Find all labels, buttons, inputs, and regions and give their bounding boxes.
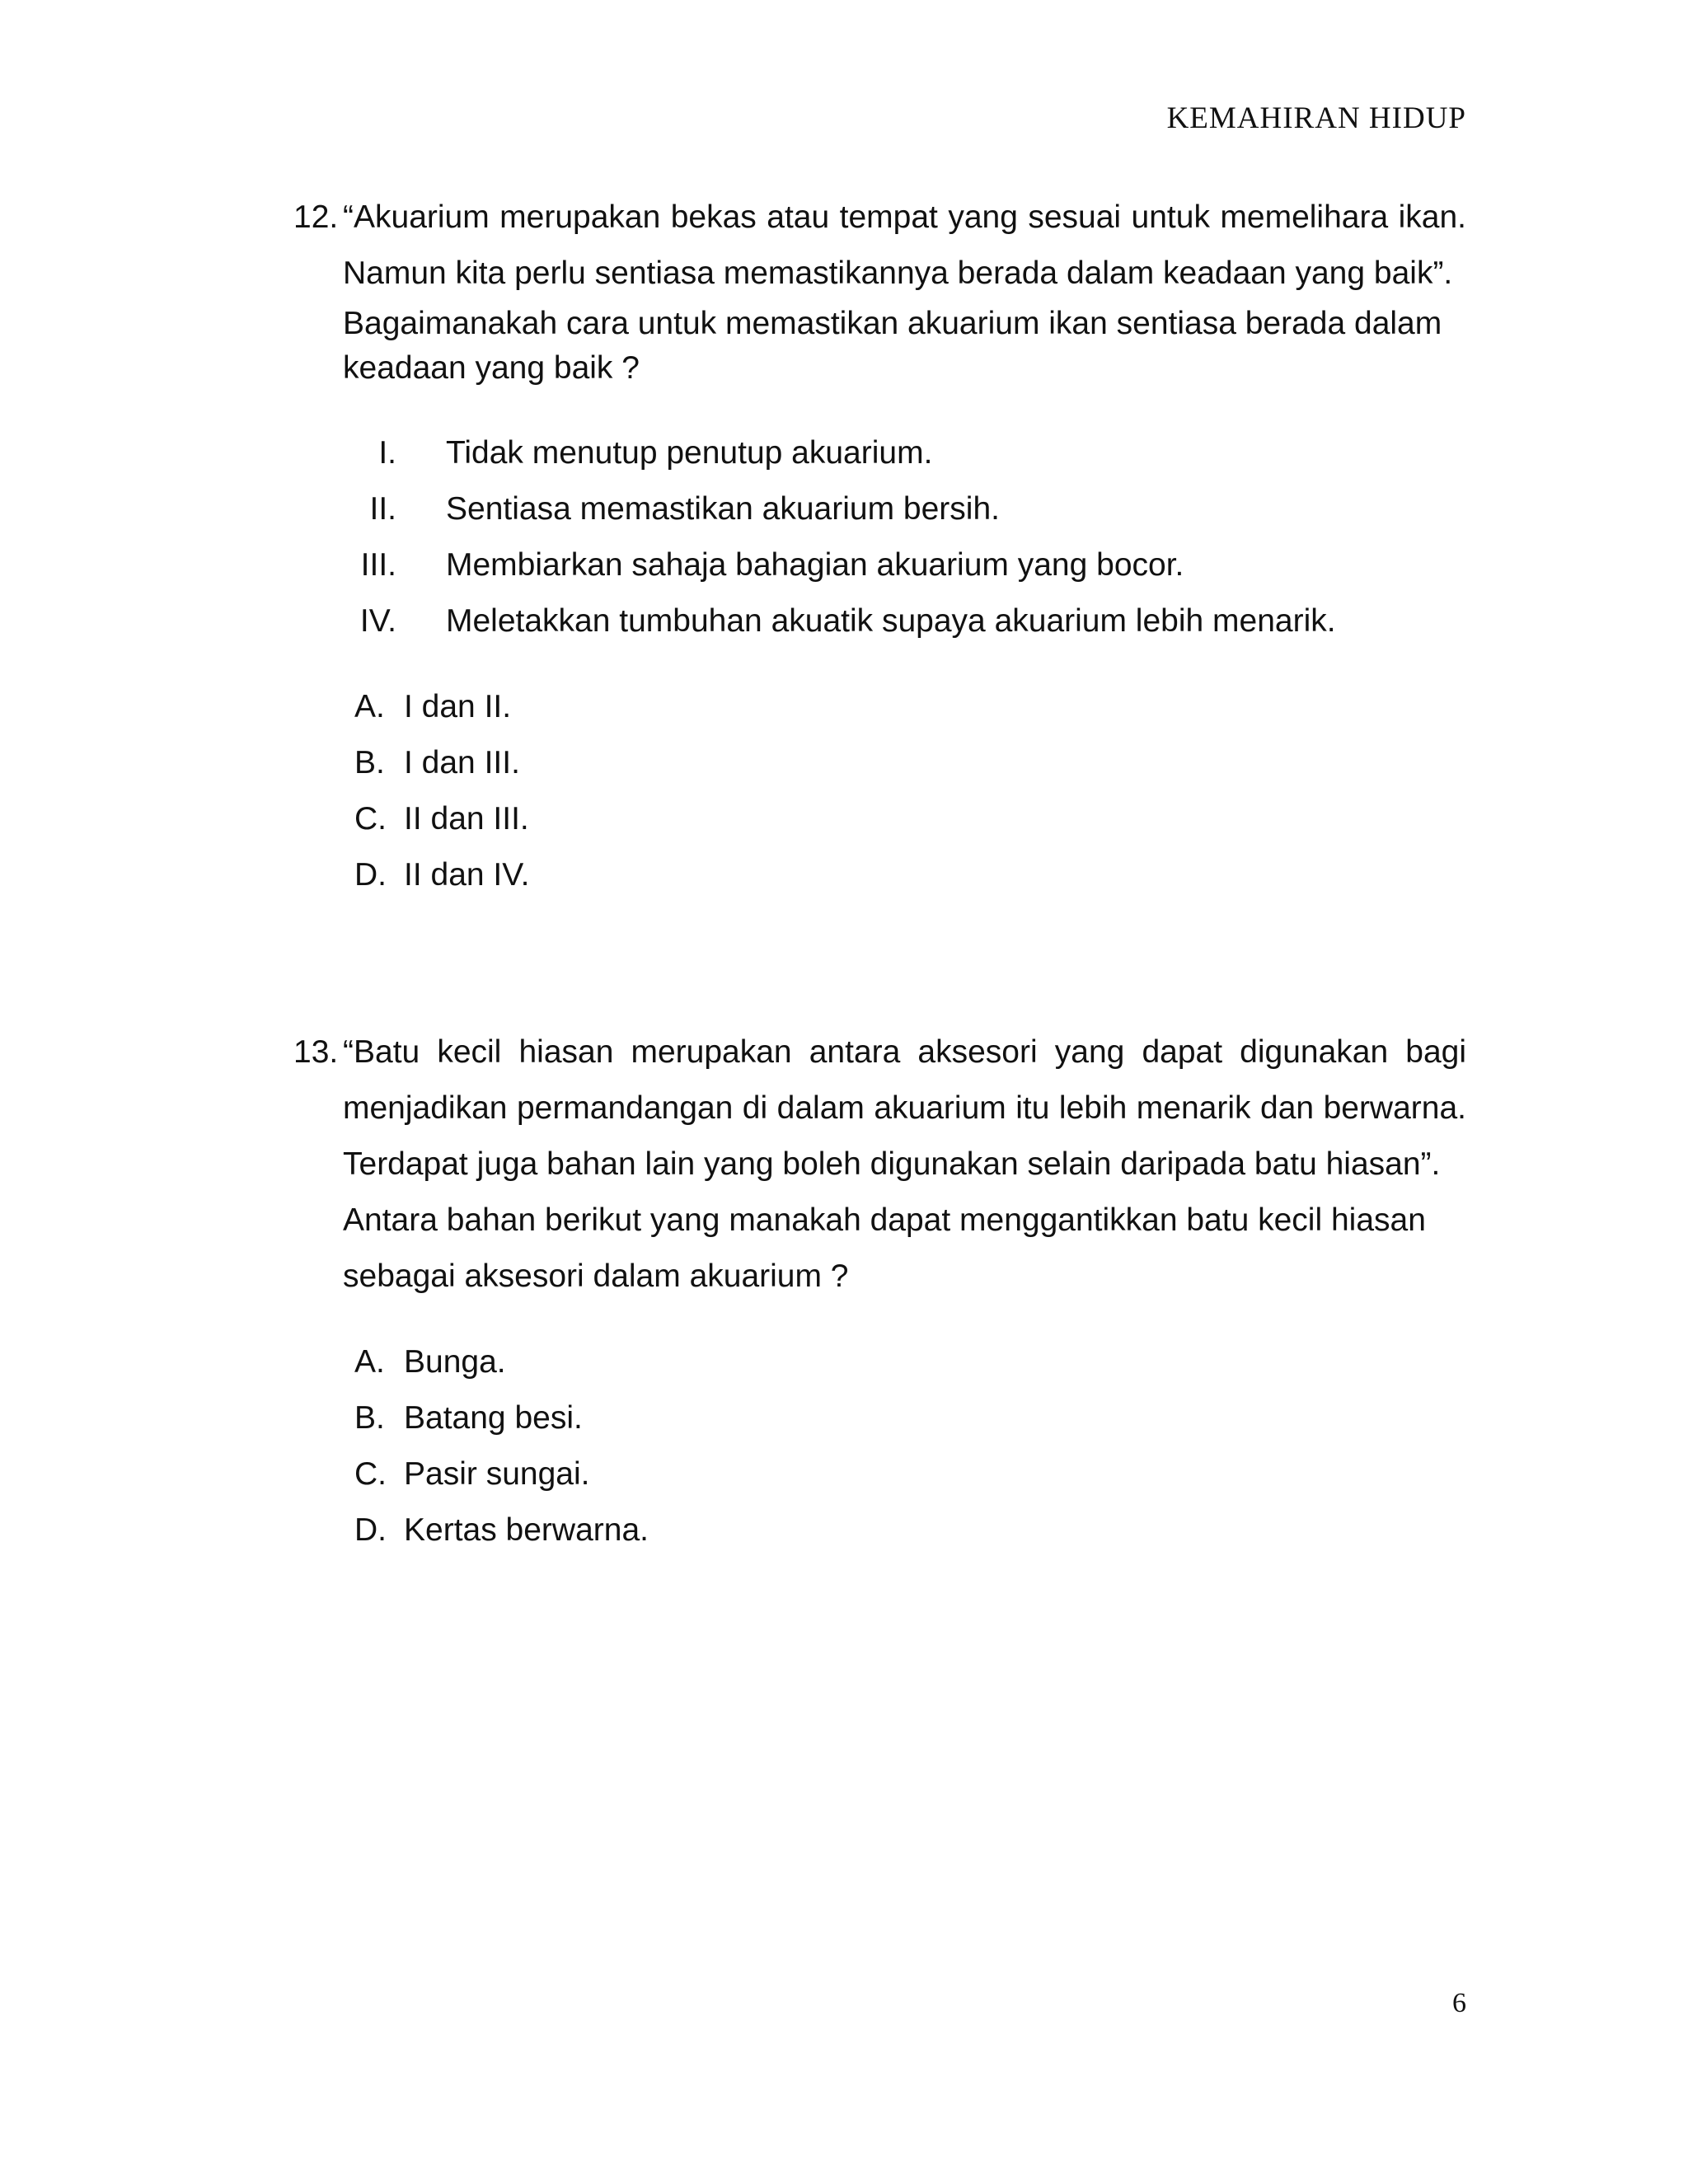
option-text: I dan III. xyxy=(404,745,520,780)
option-text: Kertas berwarna. xyxy=(404,1512,649,1548)
answer-options xyxy=(343,679,1466,903)
option-letter: B. xyxy=(354,745,385,780)
page-number: 6 xyxy=(1452,1988,1466,2018)
statement-item xyxy=(343,537,1466,593)
question-stem: “Akuarium merupakan bekas atau tempat yang sesuai untuk memelihara ikan. Namun kita perlu sentiasa memastikannya berada dalam keadaan yang baik”. xyxy=(343,199,1466,291)
answer-option-d xyxy=(343,1502,1466,1558)
answer-option-b xyxy=(343,735,1466,791)
question-stem: “Batu kecil hiasan merupakan antara aksesori yang dapat digunakan bagi menjadikan permandangan di dalam akuarium itu lebih menarik dan berwarna. Terdapat juga bahan lain yang boleh digunakan selain daripada batu hiasan”. xyxy=(343,1034,1466,1182)
statement-numeral: III. xyxy=(360,547,396,583)
option-letter: A. xyxy=(354,689,385,724)
statement-numeral: II. xyxy=(369,491,396,527)
statement-list xyxy=(343,425,1466,649)
question-number: 13. xyxy=(293,1034,339,1070)
question-12 xyxy=(293,190,1466,903)
answer-option-d xyxy=(343,847,1466,903)
statement-item xyxy=(343,593,1466,649)
option-text: II dan IV. xyxy=(404,857,530,893)
statement-item xyxy=(343,425,1466,481)
statement-text: Membiarkan sahaja bahagian akuarium yang bocor. xyxy=(446,547,1184,583)
option-letter: D. xyxy=(354,1512,387,1548)
question-13 xyxy=(293,1024,1466,1558)
answer-option-b xyxy=(343,1390,1466,1446)
question-prompt: Bagaimanakah cara untuk memastikan akuarium ikan sentiasa berada dalam keadaan yang baik ? xyxy=(343,306,1442,386)
answer-option-a xyxy=(343,679,1466,735)
answer-options xyxy=(343,1334,1466,1558)
answer-option-c xyxy=(343,791,1466,847)
statement-numeral: I. xyxy=(378,435,396,471)
option-letter: A. xyxy=(354,1344,385,1380)
question-number: 12. xyxy=(293,199,339,235)
statement-text: Tidak menutup penutup akuarium. xyxy=(446,435,933,471)
statement-item xyxy=(343,481,1466,537)
statement-text: Sentiasa memastikan akuarium bersih. xyxy=(446,491,1000,527)
option-letter: C. xyxy=(354,1456,387,1492)
answer-option-c xyxy=(343,1446,1466,1502)
question-prompt: Antara bahan berikut yang manakah dapat menggantikkan batu kecil hiasan sebagai aksesori dalam akuarium ? xyxy=(343,1202,1426,1294)
option-text: Pasir sungai. xyxy=(404,1456,590,1492)
statement-text: Meletakkan tumbuhan akuatik supaya akuarium lebih menarik. xyxy=(446,603,1336,639)
question-body xyxy=(343,1024,1466,1558)
answer-option-a xyxy=(343,1334,1466,1390)
option-text: Batang besi. xyxy=(404,1400,583,1436)
question-body xyxy=(343,190,1466,903)
option-text: Bunga. xyxy=(404,1344,506,1380)
option-text: I dan II. xyxy=(404,689,512,724)
option-letter: D. xyxy=(354,857,387,893)
statement-numeral: IV. xyxy=(359,603,396,639)
option-letter: C. xyxy=(354,801,387,837)
option-letter: B. xyxy=(354,1400,385,1436)
page-header: KEMAHIRAN HIDUP xyxy=(1166,101,1466,135)
option-text: II dan III. xyxy=(404,801,529,837)
